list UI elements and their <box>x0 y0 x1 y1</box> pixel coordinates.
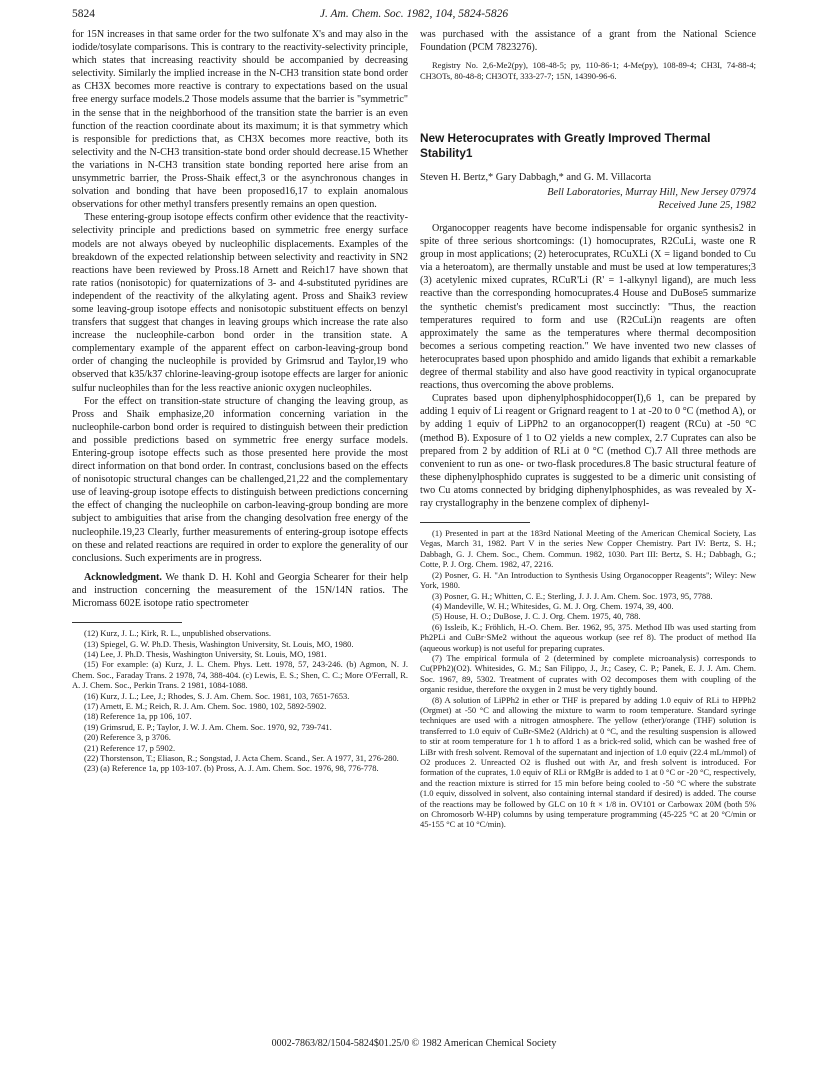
footnote: (17) Arnett, E. M.; Reich, R. J. Am. Chem. Soc. 1980, 102, 5892-5902. <box>84 700 327 711</box>
footnote: (21) Reference 17, p 5902. <box>84 742 176 753</box>
article-title: New Heterocuprates with Greatly Improved Thermal Stability1 <box>420 131 711 160</box>
body-paragraph: Organocopper reagents have become indispensable for organic synthesis2 in spite of three serious shortcomings: (1) homocuprates, R2CuLi, waste one R group in most applications; (2) heterocuprates, RCuXLi (X = ligand bonded to Cu via a heteroatom), are thermally unstable and must be used at low temperatures;3 (3) acetylenic mixed cuprates, RCuR'Li (R' = 1-alkynyl ligand), are much less reactive than the corresponding homocuprates.4 House and DuBose5 summarize the synthetic chemist's predicament most succinctly: "Thus, the reaction temperatures required to form and use (R2CuLi)n reagents are often approximately the same as the temperatures where thermal decomposition becomes a serious competing reaction." We have invented two new classes of heterocuprates based upon phosphido and amido ligands that exhibit a remarkable degree of thermal stability and also have good reactivity in typical organocuprate reactions, thus overcoming the above problems. <box>420 223 756 392</box>
footnote: (15) For example: (a) Kurz, J. L. Chem. Phys. Lett. 1978, 57, 243-246. (b) Agmon, N. J. Chem. Soc., Faraday Trans. 2 1978, 74, 388-404. (c) Lewis, E. S.; Shen, C. C.; More O'Ferrall, R. A. J. Chem. Soc., Perkin Trans. 2 1981, 1084-1088. <box>72 659 408 691</box>
footnote: (14) Lee, J. Ph.D. Thesis, Washington University, St. Louis, MO, 1981. <box>84 648 327 659</box>
footnote: (7) The empirical formula of 2 (determined by complete microanalysis) corresponds to Cu(PPh2)(O2). Whitesides, G. M.; San Filippo, J., Jr.; Casey, C. P.; Panek, E. J. J. Am. Chem. Soc. 1967, 89, 5302. Treatment of cuprates with O2 decomposes them with coupling of the organic residue, therefore the oxygen in 2 must be very tightly bound. <box>420 652 756 695</box>
acknowledgment <box>72 571 408 610</box>
footnote: (18) Reference 1a, pp 106, 107. <box>84 711 192 722</box>
right-column <box>420 28 756 1028</box>
footnote: (16) Kurz, J. L.; Lee, J.; Rhodes, S. J. Am. Chem. Soc. 1981, 103, 7651-7653. <box>84 690 350 701</box>
footnote: (8) A solution of LiPPh2 in ether or THF is prepared by adding 1.0 equiv of RLi to HPPh2 (Orgmet) at -50 °C and allowing the mixture to warm to room temperature. Standard syringe techniques are used with a nitrogen atmosphere. The yellow (ether)/orange (THF) solution is transferred to 1.0 equiv of CuBr-SMe2 (Aldrich) at 0 °C, and the resulting suspension is allowed to stir at room temperature for 1 h to afford 1 as a brick-red solid, which can be washed free of LiBr with fresh solvent. Removal of the supernatant and injection of 1.0 equiv (22.4 mL/mmol) of O2 produces 2. Unreacted O2 is flushed out with Ar, and fresh solvent is introduced. For formation of the cuprates, 1.0 equiv of RLi or RMgBr is added to 1 at 0 °C or -20 °C, respectively, and the reaction mixture is stirred for 15 min before being cooled to -50 °C where the substrate (1.0 equiv, dissolved in solvent, also containing internal standard if desired) is added. The course of the reactions may be followed by GLC on 10 ft × 1/8 in. OV101 or Carbowax 20M (both 5% on Chromosorb W-HP) columns by using temperature programming (45-225 °C at 20 °C/min or 45-155 °C at 10 °C/min). <box>420 694 756 830</box>
footnote: (3) Posner, G. H.; Whitten, C. E.; Sterling, J. J. J. Am. Chem. Soc. 1973, 95, 7788. <box>432 590 713 601</box>
left-column <box>72 28 408 1028</box>
body-paragraph: For the effect on transition-state structure of changing the leaving group, as Pross and Shaik emphasize,20 information concerning variation in the nucleophile-carbon bond order is required to distinguish between their prediction and possible predictions based on symmetric free energy surface models. Entering-group isotope effects such as those presented here provide the most direct information on that bond order. In contrast, conclusions based on the effects of nonisotopic structural changes can be challenged,21,22 and the complementary use of leaving-group isotope effects to distinguish between predictions concerning the effect of changing the nucleophile on carbon-leaving-group bonding are more subject to ambiguities that arise from the changing desolvation free energy of the nucleophile.19,23 Clearly, further measurements of entering-group isotope effects on these and related reactions are required in order to explore the generality of our conclusions. Such experiments are in progress. <box>72 395 408 564</box>
body-paragraph: Cuprates based upon diphenylphosphidocopper(I),6 1, can be prepared by adding 1 equiv of Li reagent or Grignard reagent to 1 at -20 to 0 °C (method A), or by adding 1 equiv of LiPPh2 to an organocopper(I) reagent (RCu) at -50 °C (method B). Exposure of 1 to O2 yields a new complex, 2.7 Cuprates can also be prepared from 2 by addition of RLi at 0 °C (method C).7 All three methods are convenient to run as one- or two-flask procedures.8 The basic structural feature of these diphenylphosphido cuprates is suggested to be a dimeric unit consisting of two Cu atoms connected by bridging diphenylphosphides, as was revealed by X-ray crystallography in the benzene complex of diphenyl- <box>420 393 756 509</box>
affiliation: Bell Laboratories, Murray Hill, New Jersey 07974 <box>547 187 756 198</box>
footnote: (5) House, H. O.; DuBose, J. C. J. Org. Chem. 1975, 40, 788. <box>432 611 641 622</box>
footnote: (4) Mandeville, W. H.; Whitesides, G. M. J. Org. Chem. 1974, 39, 400. <box>432 600 674 611</box>
footnote-divider <box>72 622 182 623</box>
received-date: Received June 25, 1982 <box>658 200 756 211</box>
journal-citation: J. Am. Chem. Soc. 1982, 104, 5824-5826 <box>319 8 509 20</box>
body-paragraph: was purchased with the assistance of a grant from the National Science Foundation (PCM 7823276). <box>420 29 756 54</box>
body-paragraph: These entering-group isotope effects confirm other evidence that the reactivity-selectivity principle and predictions based on symmetric free energy surface models are not always obeyed by nucleophilic displacements. Examples of the breakdown of the expected relationship between selectivity and reactivity in SN2 reactions have been reviewed by Pross.18 Arnett and Reich17 have shown that rate ratios (nonisotopic) for quaternizations of 3- and 4-substituted pyridines are independent of the reactivity of the alkylating agent. Pross and Shaik3 review some leaving-group isotope effects and nonisotopic substituent effects on benzyl transfers that suggest that changes in leaving groups which increase the rate also increase the nucleophile-carbon bond order in the transition state. A complementary example of the apparent effect on carbon-leaving-group bond order of changing the nucleophile is provided by Grimsrud and Taylor,19 who observed that k35/k37 chlorine-leaving-group isotope effects are larger for anionic sulfur nucleophiles than for the less reactive anionic oxygen nucleophiles. <box>72 212 408 394</box>
footnote: (23) (a) Reference 1a, pp 103-107. (b) Pross, A. J. Am. Chem. Soc. 1976, 98, 776-778. <box>84 763 379 774</box>
acknowledgment-heading: Acknowledgment. <box>84 571 162 583</box>
footnote: (12) Kurz, J. L.; Kirk, R. L., unpublished observations. <box>84 628 271 639</box>
page-number: 5824 <box>72 8 95 20</box>
footnote: (22) Thorstenson, T.; Eliason, R.; Songstad, J. Acta Chem. Scand., Ser. A 1977, 31, 276-280. <box>84 753 399 763</box>
footnote: (13) Spiegel, G. W. Ph.D. Thesis, Washington University, St. Louis, MO, 1980. <box>84 638 354 649</box>
footnote: (1) Presented in part at the 183rd National Meeting of the American Chemical Society, Las Vegas, March 31, 1982. Part V in the series New Copper Chemistry. Part IV: Bertz, S. H.; Dabbagh, G. J. Chem. Soc., Chem. Commun. 1982, 1030. Part III: Bertz, S. H.; Dabbagh, G.; Cotte, P. J. Org. Chem. 1982, 47, 2216. <box>420 528 756 570</box>
copyright-footer: 0002-7863/82/1504-5824$01.25/0 © 1982 American Chemical Society <box>271 1038 557 1049</box>
footnote: (2) Posner, G. H. "An Introduction to Synthesis Using Organocopper Reagents"; Wiley: New York, 1980. <box>420 569 756 591</box>
registry-numbers: Registry No. 2,6-Me2(py), 108-48-5; py, 110-86-1; 4-Me(py), 108-89-4; CH3I, 74-88-4; CH3OTs, 80-48-8; CH3OTf, 333-27-7; 15N, 14390-96-6. <box>420 60 756 81</box>
footnote: (19) Grimsrud, E. P.; Taylor, J. W. J. Am. Chem. Soc. 1970, 92, 739-741. <box>84 721 332 732</box>
authors: Steven H. Bertz,* Gary Dabbagh,* and G. M. Villacorta <box>420 172 652 183</box>
footnote-divider <box>420 522 530 523</box>
running-header <box>72 8 756 24</box>
footnote: (6) Issleib, K.; Fröhlich, H.-O. Chem. Ber. 1962, 95, 375. Method IIb was used starting from Ph2PLi and CuBr·SMe2 without the aqueous workup (see ref 8). The product of method IIa (aqueous workup) is not useful for preparing cuprates. <box>420 621 756 653</box>
body-paragraph: for 15N increases in that same order for the two sulfonate X's and may also in the iodide/tosylate comparisons. This is contrary to the reactivity-selectivity principle, which states that increasing reactivity should be accompanied by decreasing selectivity. Similarly the implied increase in the N-CH3 transition state bond order as CH3X becomes more reactive is contrary to expectations based on the usual free energy surface models.2 Those models assume that the barrier is "symmetric" in the sense that in the neighborhood of the transition state the barrier is an even function of the reaction coordinate about its maximum; it is that symmetry which is responsible for predictions that, as CH3X becomes more reactive, both its selectivity and the N-CH3 transition-state bond order should decrease.15 Whether the variations in N-CH3 transition state bonding reported here arise from an unsymmetric barrier, the Pross-Shaik effect,3 or the asynchronous changes in solvation and bonding that have been proposed16,17 to explain anomalous observations for other methyl transfers presently remains an open question. <box>72 29 408 211</box>
footnote: (20) Reference 3, p 3706. <box>84 732 171 743</box>
acknowledgment-text: We thank D. H. Kohl and Georgia Schearer for their help and instruction concerning the measurement of the 15N/14N ratios. The Micromass 602E isotope ratio spectrometer <box>72 571 408 610</box>
